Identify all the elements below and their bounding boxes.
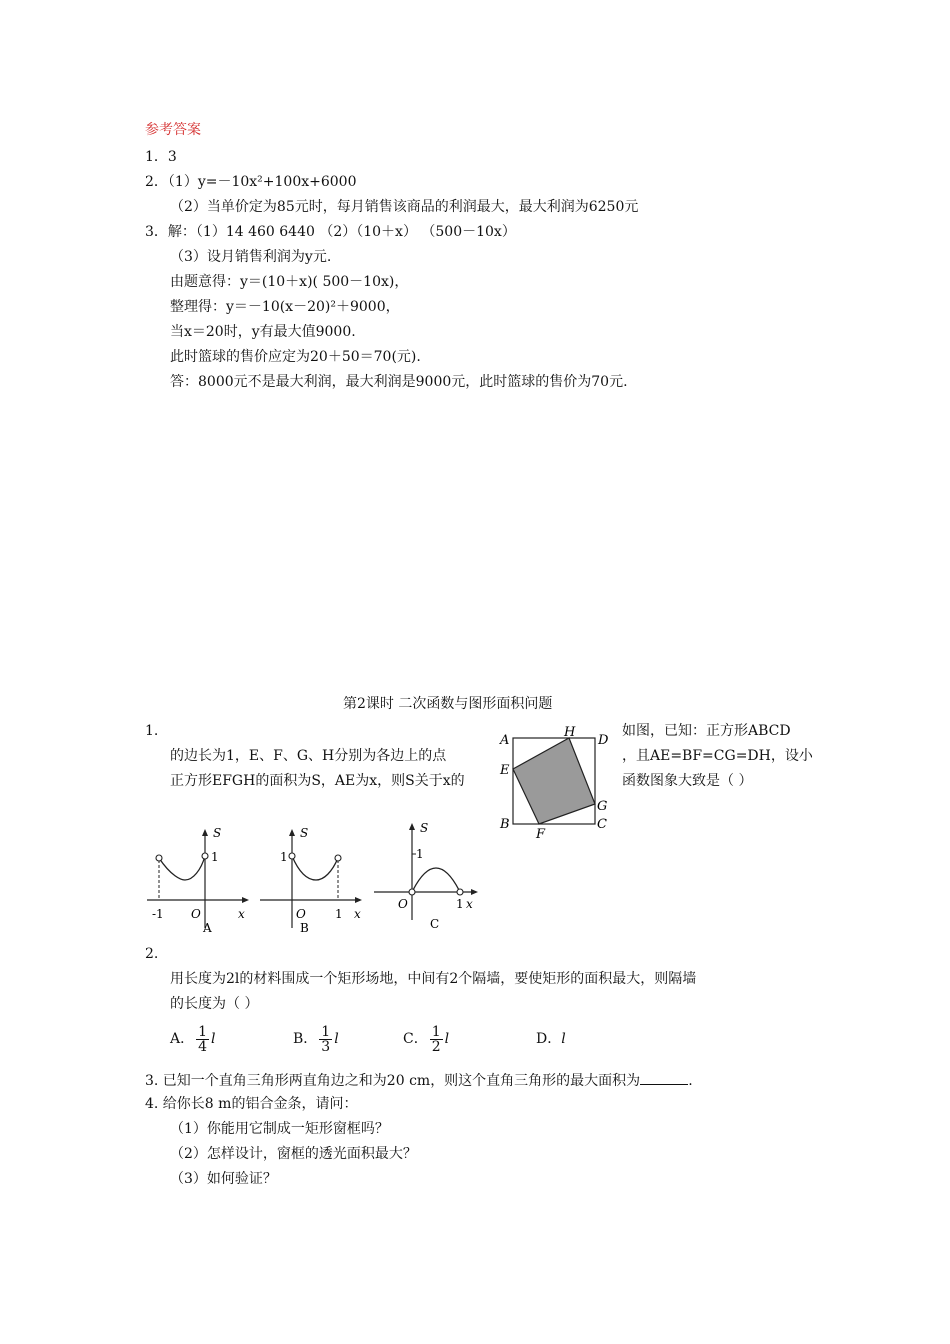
q2-option-a: [170, 1023, 216, 1055]
graph-b: [256, 820, 366, 938]
answer-3-simplified: 整理得：y＝－10(x－20)²＋9000，: [170, 299, 400, 315]
square-efgh: [513, 738, 595, 824]
q4-sub-3: （3）如何验证？: [170, 1171, 277, 1187]
graph-b-tick-x: 1: [335, 907, 343, 921]
graph-c-ylabel: S: [420, 821, 429, 835]
q1-text-right-2: ，且AE=BF=CG=DH，设小: [622, 748, 813, 764]
option-b-label: B．: [293, 1031, 318, 1047]
answer-3-price: 此时篮球的售价应定为20＋50＝70(元).: [170, 349, 421, 365]
option-c-den: 2: [431, 1038, 441, 1055]
graph-c-tick-x: 1: [456, 897, 464, 911]
q1-number: 1.: [145, 723, 159, 739]
q3-prompt: 3. 已知一个直角三角形两直角边之和为20 cm，则这个直角三角形的最大面积为: [145, 1073, 641, 1089]
graph-c-xlabel: x: [466, 897, 473, 911]
graph-c-tick-y: 1: [416, 847, 424, 861]
q2-number: 2.: [145, 946, 159, 962]
graph-c-caption: C: [430, 917, 440, 931]
q3-end: .: [688, 1073, 693, 1089]
answer-3-part-3: （3）设月销售利润为y元.: [170, 249, 332, 265]
option-b-num: 1: [321, 1023, 331, 1040]
answer-3-equation: 由题意得：y＝(10＋x)( 500－10x)，: [170, 274, 409, 290]
q4-sub-1: （1）你能用它制成一矩形窗框吗？: [170, 1121, 389, 1137]
graph-a-caption: A: [203, 921, 212, 935]
option-a-num: 1: [198, 1023, 208, 1040]
option-a-label: A．: [170, 1031, 195, 1047]
label-c: C: [597, 817, 607, 832]
label-d: D: [598, 733, 609, 748]
answer-2-part-1: 2．（1）y=－10x²+100x+6000: [145, 174, 357, 190]
q2-option-d: [536, 1023, 566, 1055]
q4-sub-2: （2）怎样设计，窗框的透光面积最大？: [170, 1146, 417, 1162]
graph-a-ylabel: S: [213, 826, 222, 840]
graph-b-curve: [292, 856, 338, 880]
graph-b-origin: O: [296, 907, 306, 921]
graph-a-curve: [159, 856, 205, 880]
label-g: G: [597, 799, 608, 814]
graph-c-curve: [412, 868, 460, 892]
answer-1: 1．3: [145, 149, 177, 165]
label-h: H: [564, 726, 576, 740]
option-c-num: 1: [431, 1023, 441, 1040]
graph-a-origin: O: [191, 907, 201, 921]
graph-a-tick-y: 1: [211, 850, 219, 864]
graph-a-xlabel: x: [238, 907, 245, 921]
answer-3-max: 当x＝20时，y有最大值9000.: [170, 324, 356, 340]
graph-a-tick-x: -1: [152, 907, 164, 921]
option-a-var: l: [211, 1031, 216, 1047]
option-a-den: 4: [198, 1038, 208, 1055]
option-a-fraction: [196, 1025, 209, 1054]
label-f: F: [536, 827, 546, 842]
option-b-var: l: [334, 1031, 339, 1047]
graph-b-xlabel: x: [354, 907, 361, 921]
label-b: B: [500, 817, 510, 832]
option-b-den: 3: [321, 1038, 331, 1055]
graph-a: [143, 820, 253, 938]
answer-3-conclusion: 答：8000元不是最大利润，最大利润是9000元，此时篮球的售价为70元.: [170, 374, 628, 390]
graph-c: [370, 820, 486, 938]
graph-b-ylabel: S: [300, 826, 309, 840]
answer-2-part-2: （2）当单价定为85元时，每月销售该商品的利润最大，最大利润为6250元: [170, 199, 639, 215]
graph-c-origin: O: [398, 897, 408, 911]
q2-text-1: 用长度为2l的材料围成一个矩形场地，中间有2个隔墙，要使矩形的面积最大，则隔墙: [170, 971, 697, 987]
square-figure: [496, 726, 614, 844]
option-d-var: l: [561, 1031, 566, 1047]
q2-option-b: [293, 1023, 339, 1055]
q3-answer-blank: [640, 1070, 688, 1085]
q1-text-right-3: 函数图象大致是（ ）: [622, 773, 753, 789]
answer-3-part-1: 3．解：（1）14 460 6440 （2）（10＋x） （500－10x）: [145, 224, 516, 240]
option-c-fraction: [430, 1025, 443, 1054]
q4-text: 4. 给你长8 m的铝合金条，请问：: [145, 1096, 358, 1112]
graph-b-tick-y: 1: [280, 850, 288, 864]
option-c-var: l: [444, 1031, 450, 1047]
label-e: E: [500, 763, 510, 778]
q2-option-c: [403, 1023, 449, 1055]
label-a: A: [500, 733, 510, 748]
q1-text-left-1: 的边长为1，E、F、G、H分别为各边上的点: [170, 748, 447, 764]
q3-text: [145, 1070, 693, 1090]
option-b-fraction: [319, 1025, 332, 1054]
q1-text-left-2: 正方形EFGH的面积为S，AE为x，则S关于x的: [170, 773, 465, 789]
option-c-label: C．: [403, 1031, 428, 1047]
option-d-label: D．: [536, 1031, 562, 1047]
q1-text-right-1: 如图，已知：正方形ABCD: [622, 723, 791, 739]
graph-b-caption: B: [300, 921, 309, 935]
section-title: 第2课时 二次函数与图形面积问题: [343, 696, 553, 712]
answers-title: 参考答案: [145, 122, 201, 138]
q2-text-2: 的长度为（ ）: [170, 996, 259, 1012]
